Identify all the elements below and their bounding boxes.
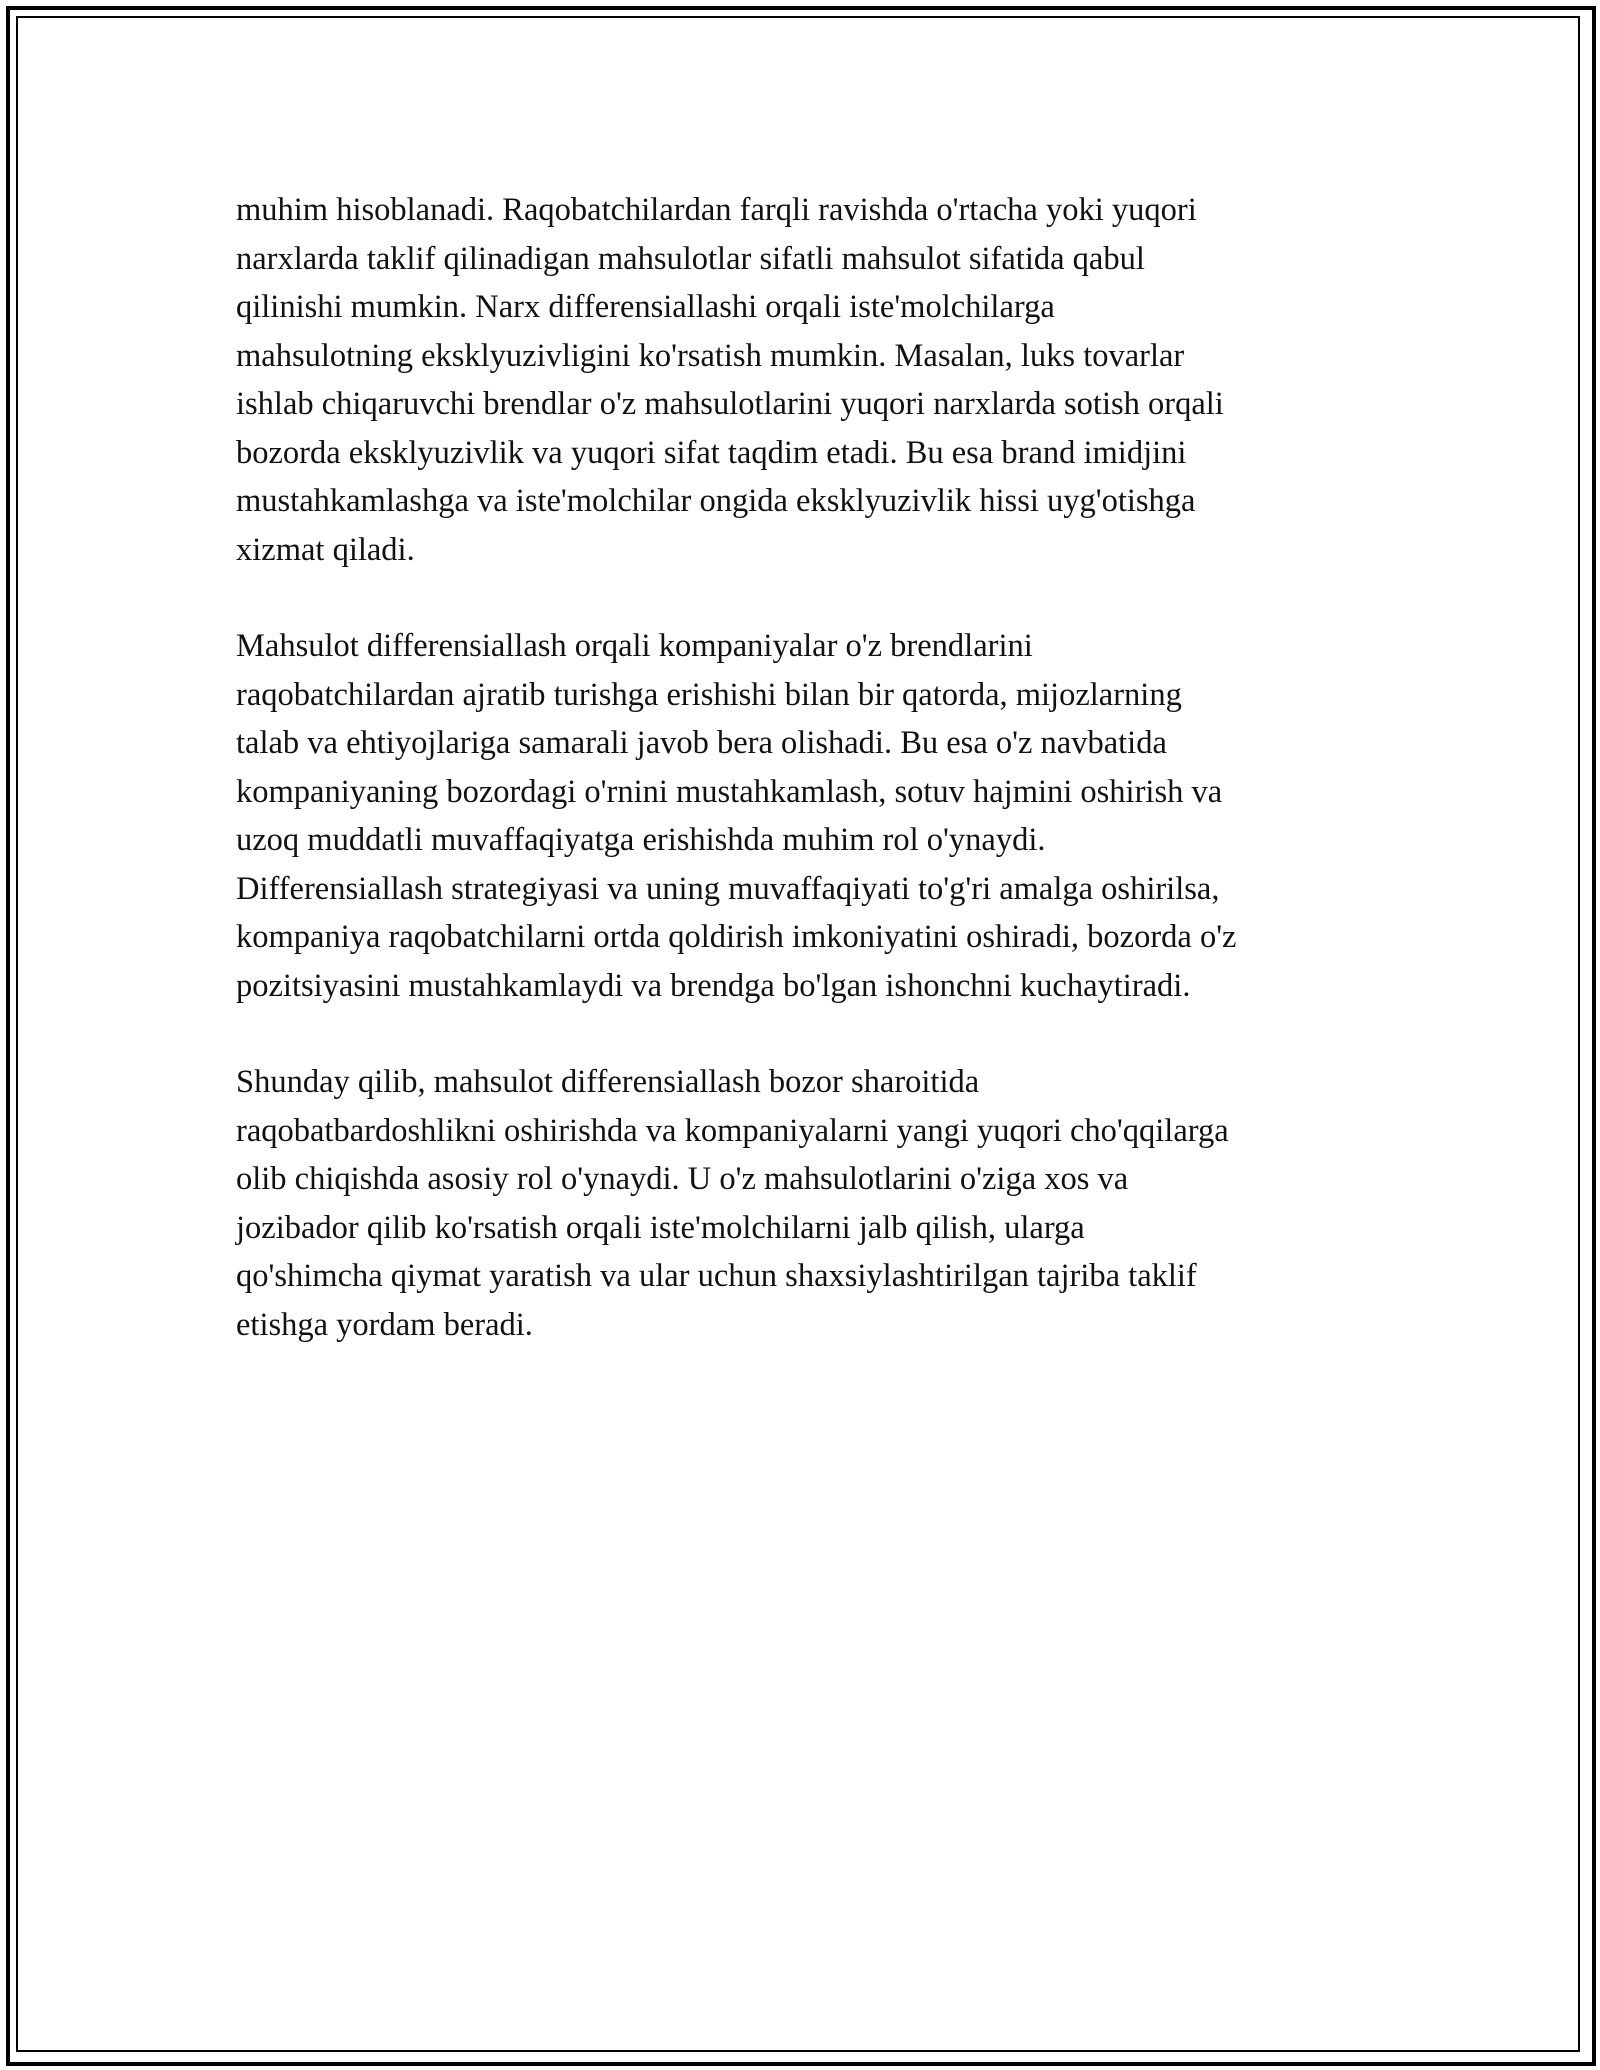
text-line: uzoq muddatli muvaffaqiyatga erishishda muhim rol o'ynaydi. <box>236 822 1046 858</box>
text-line: pozitsiyasini mustahkamlaydi va brendga bo'lgan ishonchni kuchaytiradi. <box>236 967 1191 1004</box>
paragraph-3 <box>236 1058 1376 1349</box>
text-line: xizmat qiladi. <box>236 531 415 568</box>
text-line: narxlarda taklif qilinadigan mahsulotlar sifatli mahsulot sifatida qabul <box>236 240 1145 277</box>
text-line: qilinishi mumkin. Narx differensiallashi orqali iste'molchilarga <box>236 289 1055 325</box>
text-line: olib chiqishda asosiy rol o'ynaydi. U o'z mahsulotlarini o'ziga xos va <box>236 1161 1129 1197</box>
text-line: muhim hisoblanadi. Raqobatchilardan farqli ravishda o'rtacha yoki yuqori <box>236 192 1197 228</box>
document-body <box>236 186 1376 1397</box>
text-line: raqobatbardoshlikni oshirishda va kompaniyalarni yangi yuqori cho'qqilarga <box>236 1112 1229 1149</box>
text-line: bozorda eksklyuzivlik va yuqori sifat taqdim etadi. Bu esa brand imidjini <box>236 434 1187 471</box>
text-line: raqobatchilardan ajratib turishga erishishi bilan bir qatorda, mijozlarning <box>236 676 1182 713</box>
text-line: qo'shimcha qiymat yaratish va ular uchun shaxsiylashtirilgan tajriba taklif <box>236 1258 1197 1294</box>
text-line: mustahkamlashga va iste'molchilar ongida eksklyuzivlik hissi uyg'otishga <box>236 483 1196 519</box>
text-line: Mahsulot differensiallash orqali kompaniyalar o'z brendlarini <box>236 628 1033 664</box>
paragraph-2 <box>236 622 1376 1010</box>
text-line: Differensiallash strategiyasi va uning muvaffaqiyati to'g'ri amalga oshirilsa, <box>236 870 1220 907</box>
text-line: jozibador qilib ko'rsatish orqali iste'molchilarni jalb qilish, ularga <box>236 1209 1085 1246</box>
text-line: mahsulotning eksklyuzivligini ko'rsatish mumkin. Masalan, luks tovarlar <box>236 337 1185 374</box>
text-line: Shunday qilib, mahsulot differensiallash bozor sharoitida <box>236 1064 980 1100</box>
paragraph-1 <box>236 186 1376 574</box>
text-line: talab va ehtiyojlariga samarali javob bera olishadi. Bu esa o'z navbatida <box>236 725 1167 761</box>
text-line: kompaniyaning bozordagi o'rnini mustahkamlash, sotuv hajmini oshirish va <box>236 773 1223 810</box>
text-line: etishga yordam beradi. <box>236 1306 533 1343</box>
text-line: ishlab chiqaruvchi brendlar o'z mahsulotlarini yuqori narxlarda sotish orqali <box>236 386 1224 422</box>
text-line: kompaniya raqobatchilarni ortda qoldirish imkoniyatini oshiradi, bozorda o'z <box>236 919 1237 955</box>
